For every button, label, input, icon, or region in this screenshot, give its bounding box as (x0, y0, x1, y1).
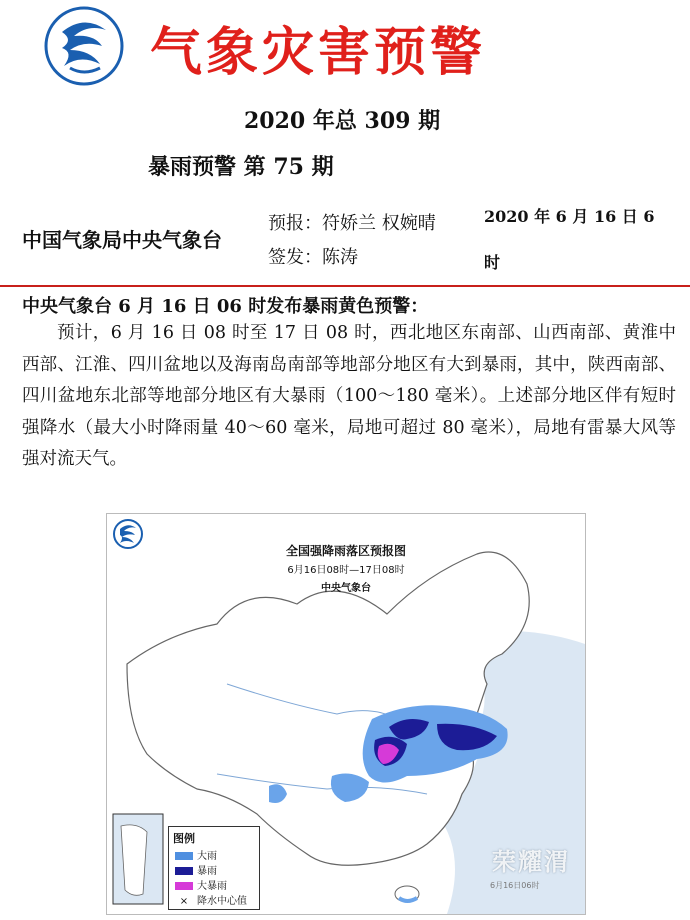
legend-item (175, 862, 217, 876)
page-title: 气象灾害预警 (150, 23, 487, 83)
map-legend (168, 826, 260, 910)
warning-subtitle: 暴雨预警 第 75 期 (148, 154, 334, 180)
legend-swatch (175, 882, 193, 890)
legend-swatch (175, 867, 193, 875)
issue-date: 2020 年 6 月 16 日 6 (484, 207, 655, 226)
map-logo-icon (112, 518, 144, 550)
organization: 中国气象局中央气象台 (22, 228, 222, 252)
legend-swatch (175, 852, 193, 860)
map-stamp: 6月16日06时 (490, 881, 540, 890)
signer: 签发：陈涛 (268, 247, 358, 268)
map-title: 全国强降雨落区预报图 (285, 544, 406, 558)
legend-title: 图例 (173, 832, 195, 845)
forecaster: 预报：符娇兰 权婉晴 (268, 213, 436, 234)
issue-date-continued: 时 (484, 253, 501, 272)
legend-item (175, 892, 247, 906)
legend-item (175, 847, 217, 861)
legend-label: 大雨 (197, 851, 217, 862)
issue-number: 2020 年总 309 期 (244, 108, 441, 134)
legend-label: 降水中心值 (197, 896, 247, 907)
legend-item (175, 877, 227, 891)
warning-body: 预计，6 月 16 日 08 时至 17 日 08 时，西北地区东南部、山西南部、黄淮中西部、江淮、四川盆地以及海南岛南部等地部分地区有大到暴雨，其中，陕西南部、四川盆地东北部等地部分地区有大暴雨（100～180 毫米）。上述部分地区伴有短时强降水（最大小时降雨量 40～60 毫米，局地可超过 80 毫米），局地有雷暴大风等强对流天气。 (22, 323, 676, 469)
header-divider (0, 285, 690, 287)
warning-lead: 中央气象台 6 月 16 日 06 时发布暴雨黄色预警： (22, 296, 429, 317)
cma-logo-icon (44, 6, 124, 86)
legend-label: 暴雨 (197, 866, 217, 877)
legend-symbol: × (179, 896, 189, 907)
map-organization: 中央气象台 (321, 583, 371, 594)
map-time-range: 6月16日08时—17日08时 (287, 565, 405, 576)
legend-label: 大暴雨 (197, 881, 227, 892)
watermark: 荣耀渭 (492, 848, 570, 876)
